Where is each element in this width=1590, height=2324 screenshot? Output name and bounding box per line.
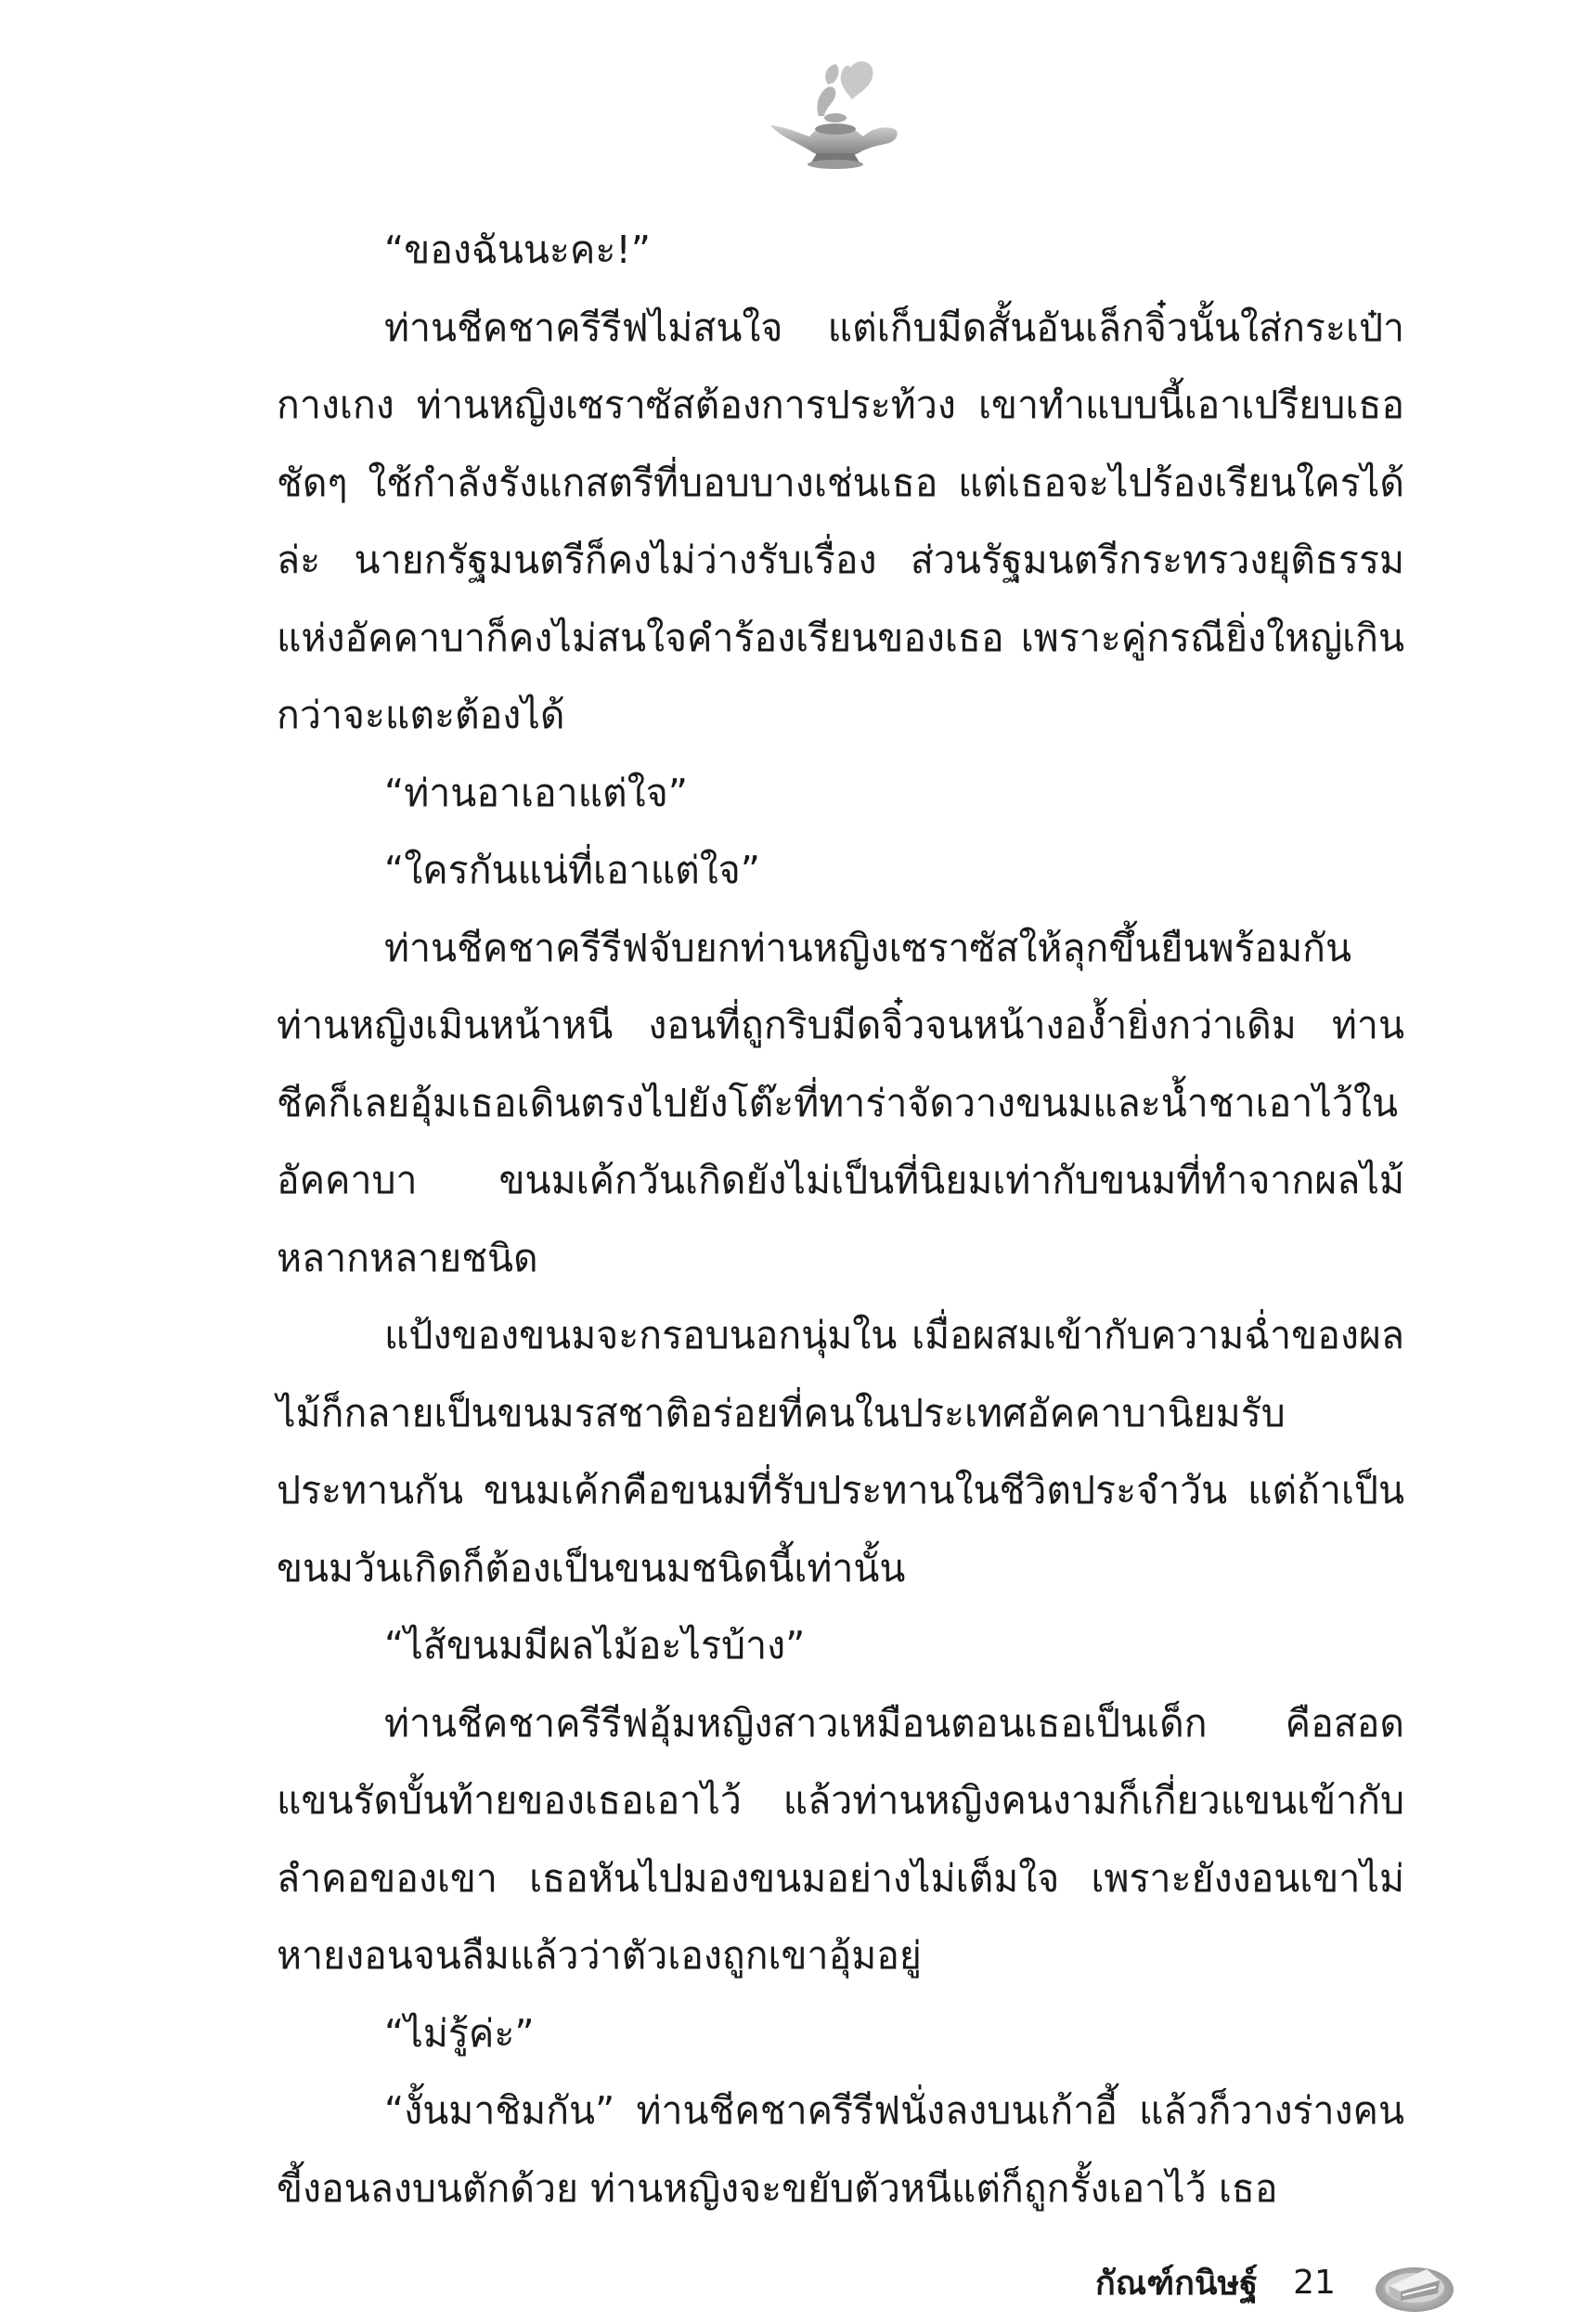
paragraph: “ของฉันนะคะ!” (384, 227, 652, 272)
genie-lamp-icon (761, 51, 910, 172)
paragraph: “ใครกันแน่ที่เอาแต่ใจ” (384, 848, 761, 892)
page-footer (1095, 2245, 1456, 2319)
paragraph: ท่านชีคชาครีรีฟจับยกท่านหญิงเซราซัสให้ลุกขึ้นยืนพร้อมกัน ท่านหญิงเมินหน้าหนี งอนที่ถูกริบมีดจิ๋วจนหน้างอง้ำยิ่งกว่าเดิม ท่านชีคก็เลยอุ้มเธอเดินตรงไปยังโต๊ะที่ทาร่าจัดวางขนมและน้ำชาเอาไว้ในอัคคาบา ขนมเค้กวันเกิดยังไม่เป็นที่นิยมเท่ากับขนมที่ทำจากผลไม้หลากหลายชนิด (277, 925, 1404, 1280)
paragraph: ท่านชีคชาครีรีฟอุ้มหญิงสาวเหมือนตอนเธอเป็นเด็ก คือสอดแขนรัดบั้นท้ายของเธอเอาไว้ แล้วท่านหญิงคนงามก็เกี่ยวแขนเข้ากับลำคอของเขา เธอหันไปมองขนมอย่างไม่เต็มใจ เพราะยังงอนเขาไม่หายงอนจนลืมแล้วว่าตัวเองถูกเขาอุ้มอยู่ (277, 1700, 1404, 1978)
paragraph: “ไม่รู้ค่ะ” (384, 2010, 535, 2056)
paragraph: “งั้นมาชิมกัน” ท่านชีคชาครีรีฟนั่งลงบนเก้าอี้ แล้วก็วางร่างคนขี้งอนลงบนตักด้วย ท่านหญิงจะขยับตัวหนีแต่ก็ถูกรั้งเอาไว้ เธอ (277, 2088, 1404, 2211)
paragraph: ท่านชีคชาครีรีฟไม่สนใจ แต่เก็บมีดสั้นอันเล็กจิ๋วนั้นใส่กระเป๋ากางเกง ท่านหญิงเซราซัสต้องการประท้วง เขาทำแบบนี้เอาเปรียบเธอชัดๆ ใช้กำลังรังแกสตรีที่บอบบางเช่นเธอ แต่เธอจะไปร้องเรียนใครได้ล่ะ นายกรัฐมนตรีก็คงไม่ว่างรับเรื่อง ส่วนรัฐมนตรีกระทรวงยุติธรรมแห่งอัคคาบาก็คงไม่สนใจคำร้องเรียนของเธอ เพราะคู่กรณียิ่งใหญ่เกินกว่าจะแตะต้องได้ (277, 305, 1404, 737)
story-text (277, 212, 1404, 2227)
paragraph: “ไส้ขนมมีผลไม้อะไรบ้าง” (384, 1623, 806, 1668)
page-number: 21 (1293, 2263, 1336, 2302)
paragraph: “ท่านอาเอาแต่ใจ” (384, 770, 688, 815)
cake-slice-icon (1373, 2249, 1456, 2316)
book-title: กัณฑ์กนิษฐ์ (1095, 2264, 1259, 2303)
paragraph: แป้งของขนมจะกรอบนอกนุ่มใน เมื่อผสมเข้ากับความฉ่ำของผลไม้ก็กลายเป็นขนมรสชาติอร่อยที่คนในประเทศอัคคาบานิยมรับประทานกัน ขนมเค้กคือขนมที่รับประทานในชีวิตประจำวัน แต่ถ้าเป็นขนมวันเกิดก็ต้องเป็นขนมชนิดนี้เท่านั้น (277, 1313, 1404, 1590)
